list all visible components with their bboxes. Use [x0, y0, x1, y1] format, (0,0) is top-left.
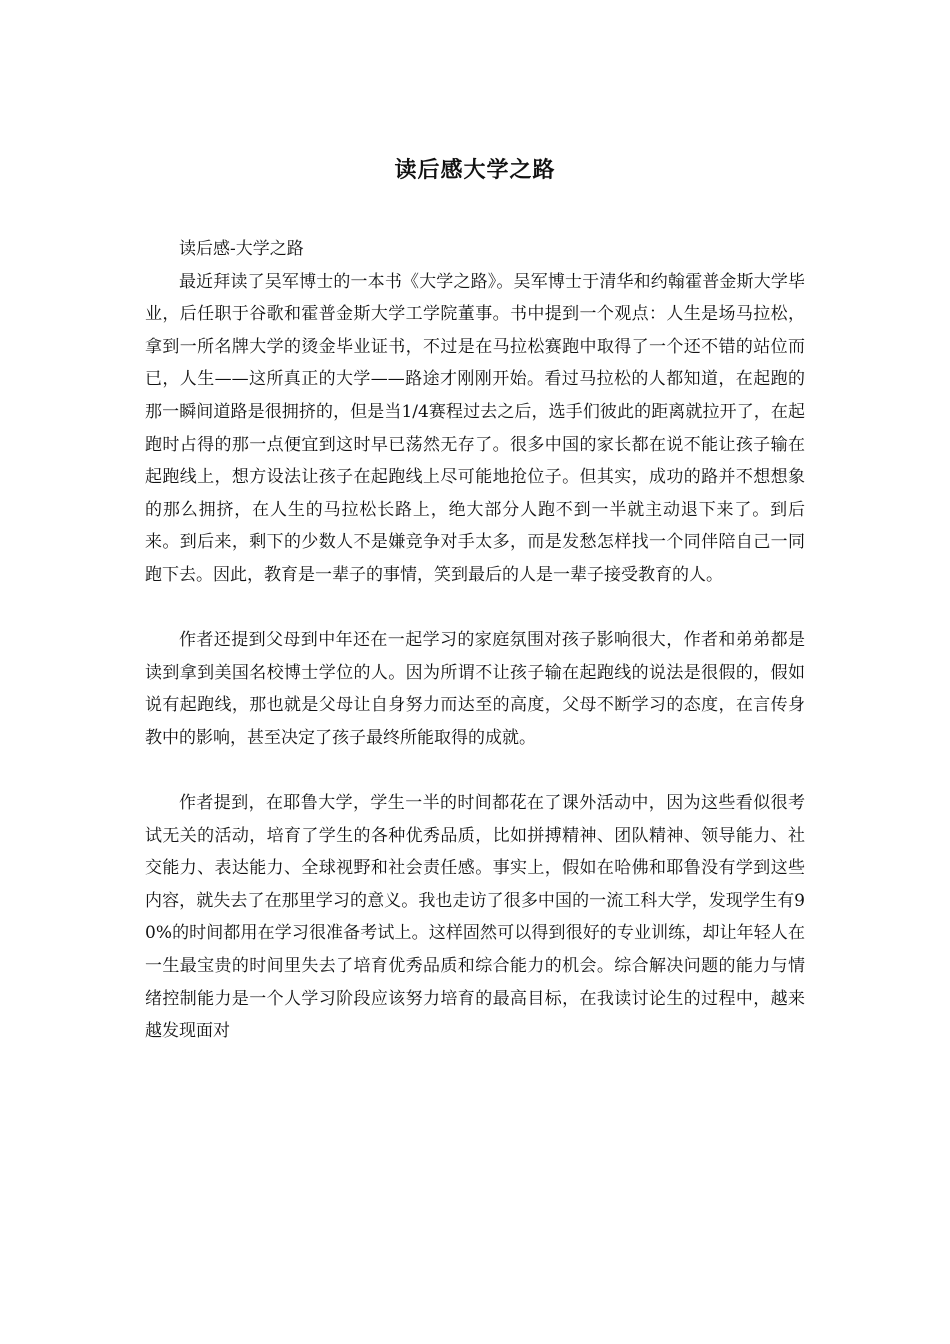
body-paragraph-2: 作者还提到父母到中年还在一起学习的家庭氛围对孩子影响很大，作者和弟弟都是读到拿到美国名校博士学位的人。因为所谓不让孩子输在起跑线的说法是很假的，假如说有起跑线，那也就是父母让自身努力而达至的高度，父母不断学习的态度，在言传身教中的影响，甚至决定了孩子最终所能取得的成就。 [145, 630, 805, 748]
document-title: 读后感大学之路 [394, 157, 556, 183]
body-paragraph-3: 作者提到，在耶鲁大学，学生一半的时间都花在了课外活动中，因为这些看似很考试无关的活动，培育了学生的各种优秀品质，比如拼搏精神、团队精神、领导能力、社交能力、表达能力、全球视野和社会责任感。事实上，假如在哈佛和耶鲁没有学到这些内容，就失去了在那里学习的意义。我也走访了很多中国的一流工科大学，发现学生有90%的时间都用在学习很准备考试上。这样固然可以得到很好的专业训练，却让年轻人在一生最宝贵的时间里失去了培育优秀品质和综合能力的机会。综合解决问题的能力与情绪控制能力是一个人学习阶段应该努力培育的最高目标，在我读讨论生的过程中，越来越发现面对 [145, 793, 805, 1042]
body-paragraph-1: 最近拜读了吴军博士的一本书《大学之路》。吴军博士于清华和约翰霍普金斯大学毕业，后任职于谷歌和霍普金斯大学工学院董事。书中提到一个观点：人生是场马拉松，拿到一所名牌大学的烫金毕业证书，不过是在马拉松赛跑中取得了一个还不错的站位而已，人生——这所真正的大学——路途才刚刚开始。看过马拉松的人都知道，在起跑的那一瞬间道路是很拥挤的，但是当1/4赛程过去之后，选手们彼此的距离就拉开了，在起跑时占得的那一点便宜到这时早已荡然无存了。很多中国的家长都在说不能让孩子输在起跑线上，想方设法让孩子在起跑线上尽可能地抢位子。但其实，成功的路并不想想象的那么拥挤，在人生的马拉松长路上，绝大部分人跑不到一半就主动退下来了。到后来。到后来，剩下的少数人不是嫌竞争对手太多，而是发愁怎样找一个同伴陪自己一同跑下去。因此，教育是一辈子的事情，笑到最后的人是一辈子接受教育的人。 [145, 271, 805, 585]
document-body [145, 233, 805, 1048]
subtitle-paragraph: 读后感-大学之路 [179, 239, 304, 259]
